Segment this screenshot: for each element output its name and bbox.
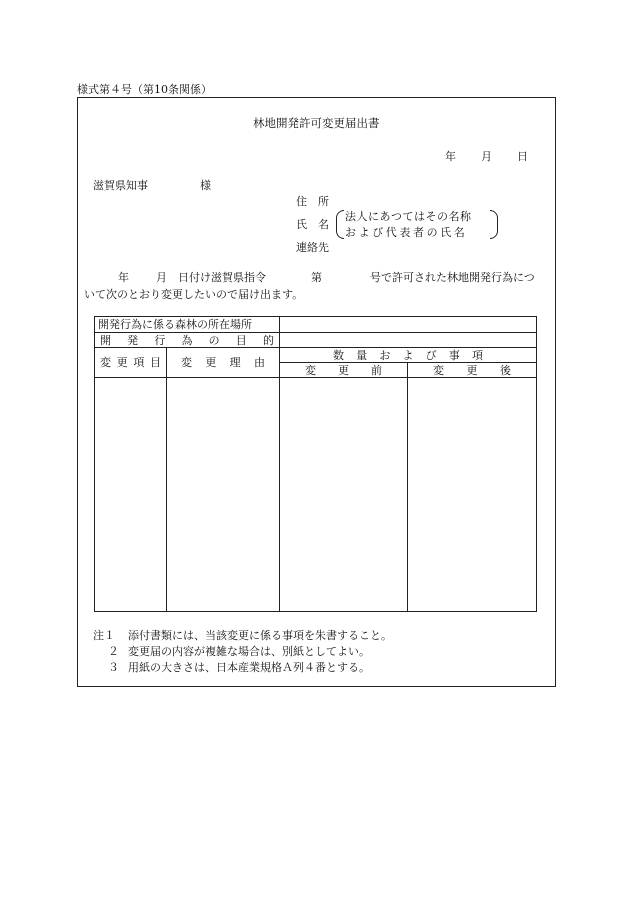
header-change-reason xyxy=(167,348,280,378)
body-date-part: 日付け滋賀県指令 xyxy=(178,271,266,284)
date-month-label: 月 xyxy=(481,150,492,163)
purpose-value[interactable] xyxy=(280,333,537,348)
contact-label: 連絡先 xyxy=(296,241,329,254)
location-label: 開発行為に係る森林の所在場所 xyxy=(95,317,280,333)
header-char: 項 xyxy=(471,348,483,362)
header-char: 前 xyxy=(371,363,382,377)
purpose-label xyxy=(95,333,280,348)
purpose-char: の xyxy=(208,333,220,347)
header-char: 後 xyxy=(500,363,511,377)
purpose-char: 開 xyxy=(100,333,111,347)
header-char: 変 xyxy=(100,356,111,369)
note-1-text: 添付書類には、当該変更に係る事項を朱書すること。 xyxy=(128,629,392,642)
addressee-honorific: 様 xyxy=(200,179,211,192)
header-char: 更 xyxy=(338,363,349,377)
purpose-char: 発 xyxy=(127,333,139,347)
note-3-number: ３ xyxy=(108,661,119,674)
name-note-line1: 法人にあつてはその名称 xyxy=(345,210,472,223)
header-char: 理 xyxy=(229,356,241,369)
header-before-change xyxy=(280,363,408,378)
header-char: 更 xyxy=(466,363,478,377)
header-char: 由 xyxy=(253,356,265,369)
date-day-label: 日 xyxy=(517,150,528,163)
body-month: 月 xyxy=(156,271,167,284)
header-char: 事 xyxy=(448,348,460,362)
note-2-text: 変更届の内容が複雑な場合は、別紙としてよい。 xyxy=(128,645,370,658)
form-title: 林地開発許可変更届出書 xyxy=(253,116,380,130)
purpose-char: 為 xyxy=(181,333,193,347)
note-1-number: 注１ xyxy=(93,629,115,642)
location-value[interactable] xyxy=(280,317,537,333)
name-label: 氏 名 xyxy=(296,218,329,231)
header-char: 目 xyxy=(149,356,161,369)
header-change-item xyxy=(95,348,167,378)
note-2-number: ２ xyxy=(108,645,119,658)
addressee-name: 滋賀県知事 xyxy=(93,179,148,192)
body-year: 年 xyxy=(118,271,129,284)
header-char: 数 xyxy=(333,348,344,362)
change-item-cell[interactable] xyxy=(95,378,167,612)
before-change-cell[interactable] xyxy=(280,378,408,612)
body-number-prefix: 第 xyxy=(311,271,322,284)
header-char: 変 xyxy=(305,363,316,377)
body-line2: いて次のとおり変更したいので届け出ます。 xyxy=(84,288,304,301)
header-char: 項 xyxy=(133,356,145,369)
header-char: 変 xyxy=(433,363,444,377)
change-reason-cell[interactable] xyxy=(167,378,280,612)
after-change-cell[interactable] xyxy=(408,378,537,612)
purpose-char: 的 xyxy=(262,333,274,347)
header-char: 更 xyxy=(116,356,128,369)
address-label: 住 所 xyxy=(296,195,329,208)
body-line1-rest: 号で許可された林地開発行為につ xyxy=(370,271,535,284)
change-table xyxy=(94,316,537,612)
right-bracket xyxy=(490,210,498,239)
header-char: 量 xyxy=(356,348,368,362)
header-quantity-matters xyxy=(280,348,537,363)
header-char: び xyxy=(425,348,437,362)
name-note-line2: および代表者の氏名 xyxy=(345,226,468,239)
date-year-label: 年 xyxy=(445,150,456,163)
header-char: 変 xyxy=(181,356,192,369)
header-char: よ xyxy=(402,348,414,362)
left-bracket xyxy=(336,210,344,239)
header-char: お xyxy=(379,348,391,362)
header-char: 更 xyxy=(205,356,217,369)
form-number-label: 様式第４号（第10条関係） xyxy=(77,83,212,96)
header-after-change xyxy=(408,363,537,378)
note-3-text: 用紙の大きさは、日本産業規格Ａ列４番とする。 xyxy=(128,661,370,674)
purpose-char: 目 xyxy=(235,333,247,347)
purpose-char: 行 xyxy=(154,333,166,347)
